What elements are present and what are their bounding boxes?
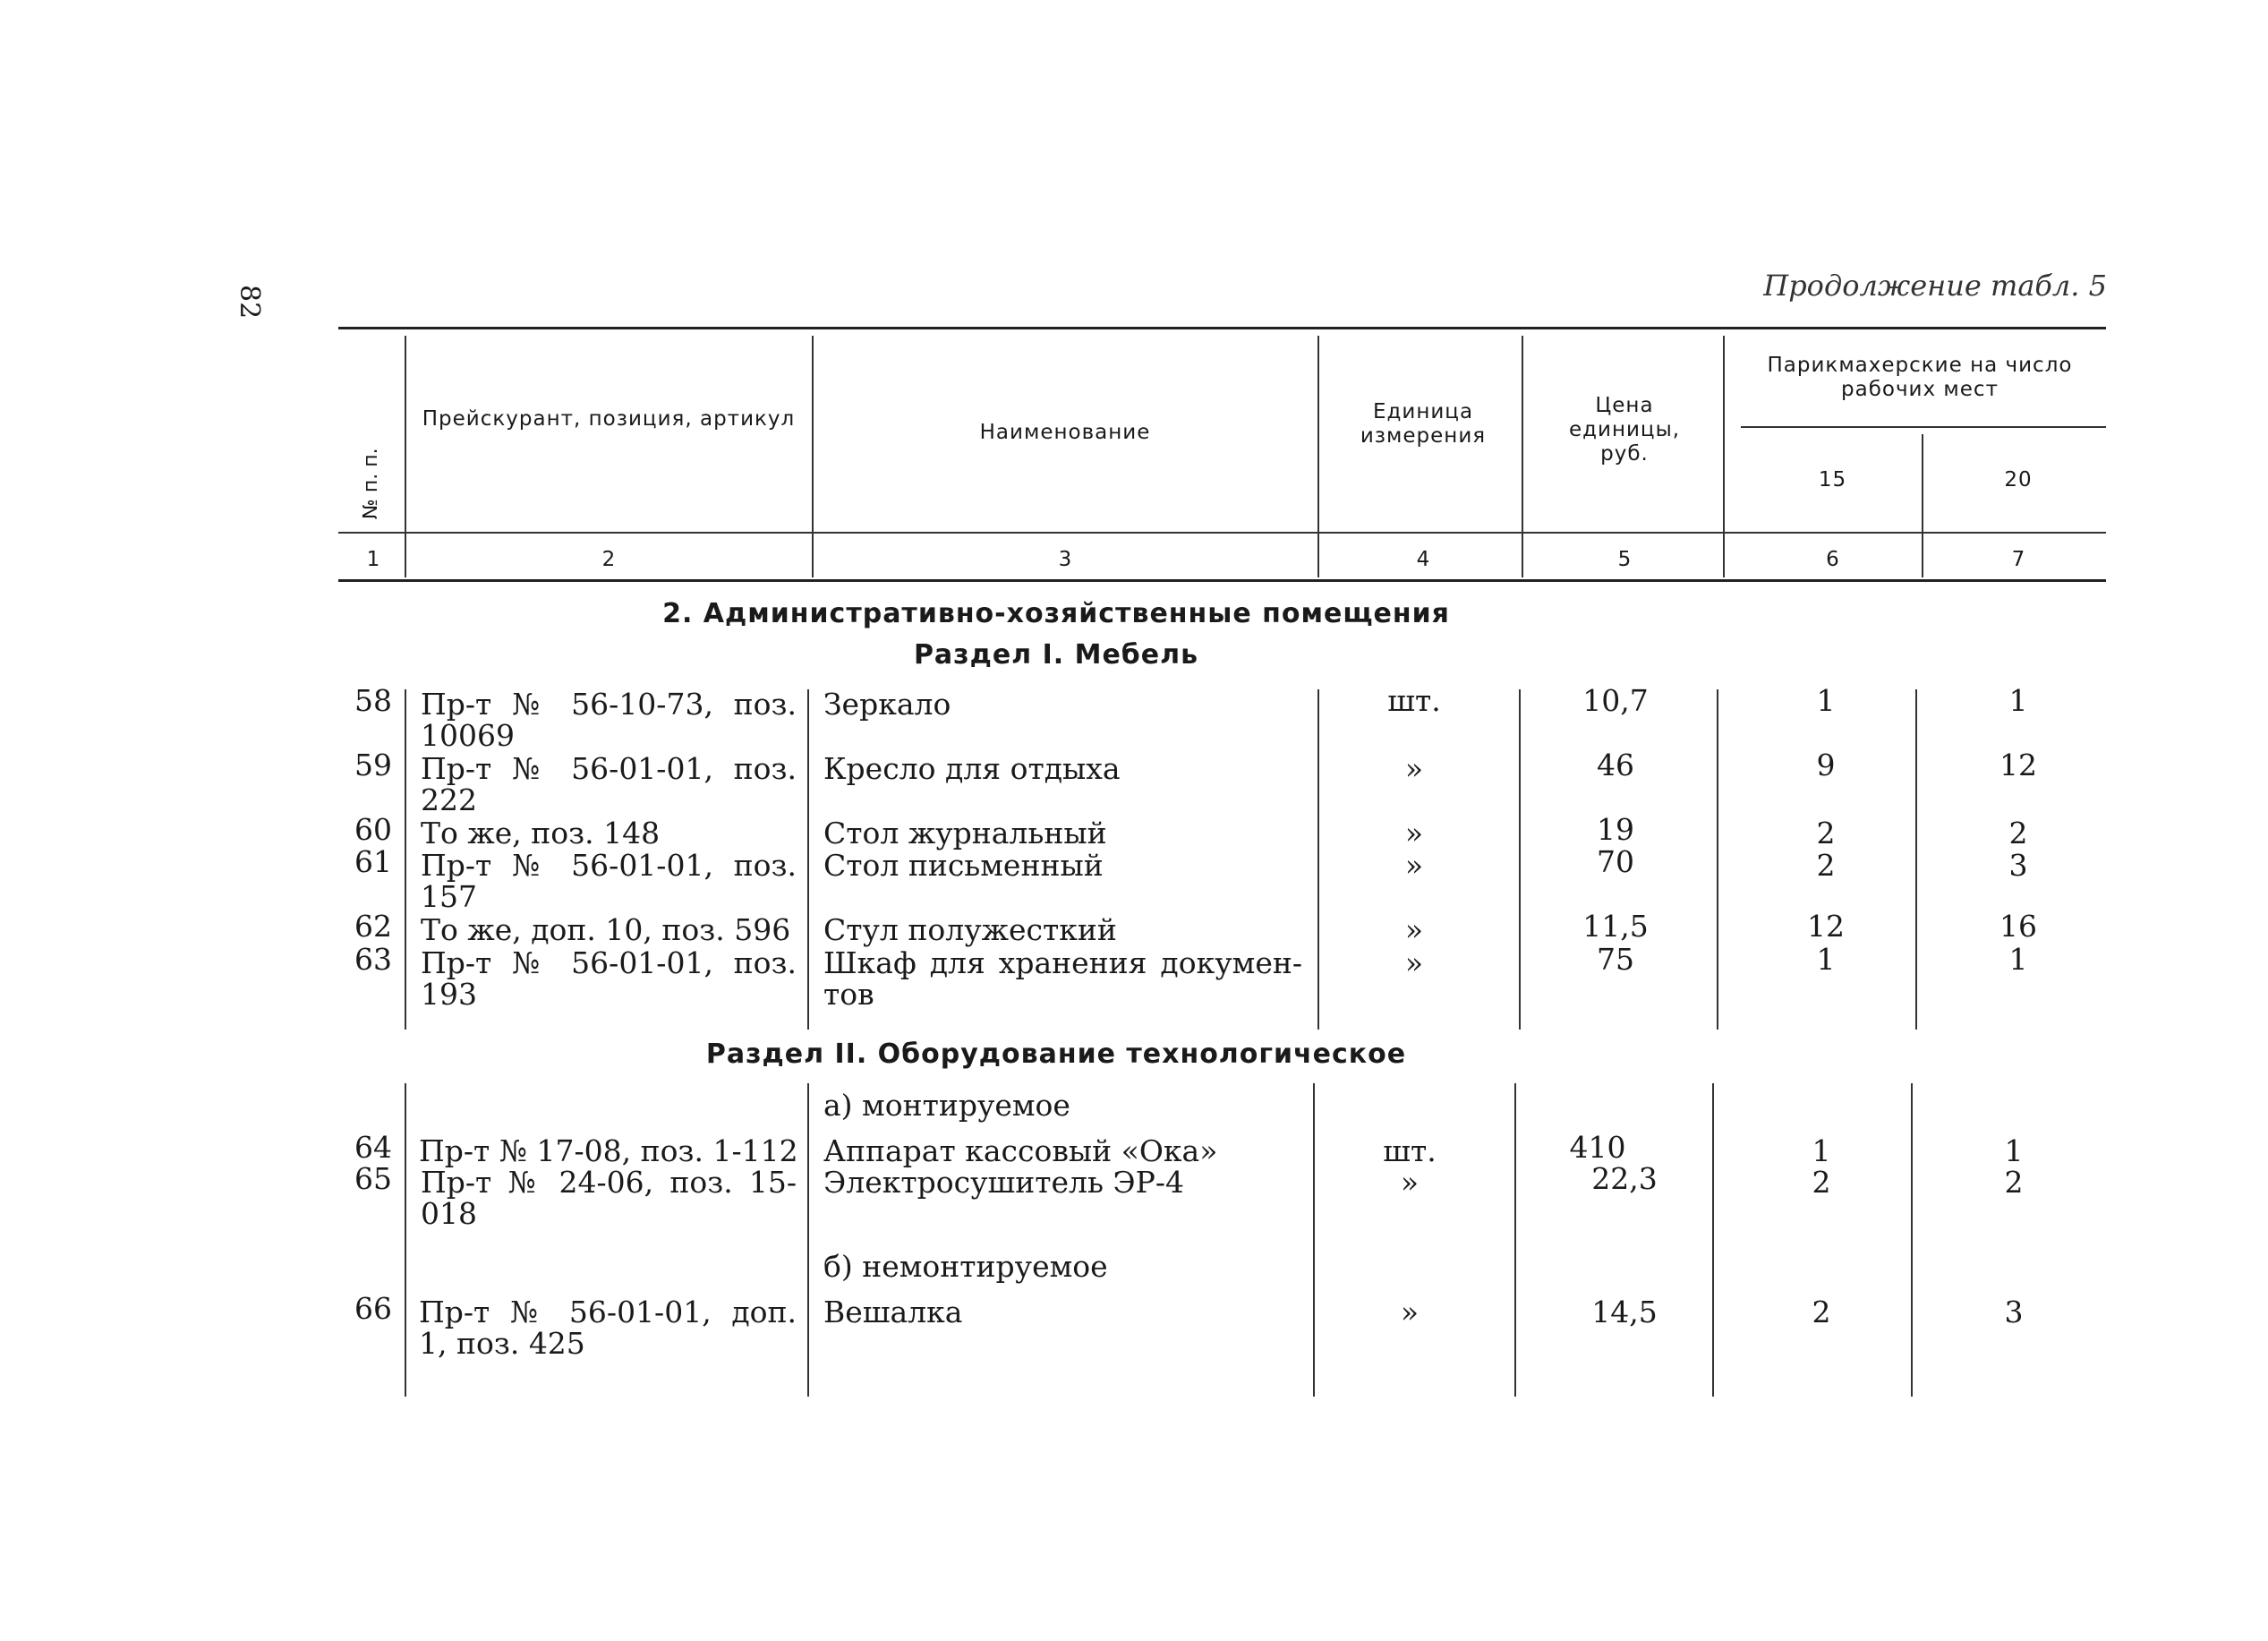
row-qty-20: 2 bbox=[2008, 816, 2028, 850]
column-rule bbox=[807, 1083, 809, 1397]
row-reference-cont: 10069 bbox=[421, 718, 515, 753]
row-number: 66 bbox=[354, 1291, 392, 1326]
row-qty-15: 1 bbox=[1816, 942, 1836, 977]
row-reference: Пр-т № 56-01-01, поз. bbox=[421, 945, 797, 980]
row-unit: » bbox=[1404, 945, 1424, 980]
row-reference: То же, поз. 148 bbox=[421, 816, 661, 850]
row-reference-cont: 157 bbox=[421, 879, 477, 914]
column-rule bbox=[1519, 689, 1521, 1030]
header-divider bbox=[1723, 336, 1725, 577]
row-price: 75 bbox=[1597, 942, 1634, 977]
row-reference: Пр-т № 56-01-01, поз. bbox=[421, 751, 797, 786]
row-price: 19 bbox=[1597, 812, 1634, 847]
row-reference: То же, доп. 10, поз. 596 bbox=[421, 912, 791, 947]
header-divider bbox=[1317, 336, 1319, 577]
row-qty-20: 1 bbox=[2008, 683, 2028, 718]
row-name: Шкаф для хранения докумен- bbox=[823, 945, 1302, 980]
page-number: 82 bbox=[234, 285, 265, 320]
row-unit: шт. bbox=[1387, 683, 1441, 718]
column-number: 6 bbox=[1826, 548, 1839, 571]
row-unit: » bbox=[1400, 1165, 1420, 1200]
row-qty-20: 1 bbox=[2008, 942, 2028, 977]
row-price: 46 bbox=[1597, 748, 1634, 782]
column-number: 1 bbox=[366, 548, 380, 571]
row-reference-cont: 1, поз. 425 bbox=[419, 1326, 585, 1361]
column-number: 7 bbox=[2011, 548, 2025, 571]
row-number: 61 bbox=[354, 844, 392, 879]
column-rule bbox=[1911, 1083, 1913, 1397]
row-name: Вешалка bbox=[823, 1295, 963, 1329]
column-number: 2 bbox=[601, 548, 616, 571]
header-divider bbox=[1922, 434, 1923, 577]
row-unit: » bbox=[1400, 1295, 1420, 1329]
row-number: 63 bbox=[354, 942, 392, 977]
row-name: Электросушитель ЭР-4 bbox=[823, 1165, 1184, 1200]
header-col-20: 20 bbox=[2004, 468, 2033, 491]
header-numbers-rule bbox=[338, 532, 2106, 534]
column-rule bbox=[807, 689, 809, 1030]
header-col-number: № п. п. bbox=[360, 448, 382, 519]
row-name: Аппарат кассовый «Ока» bbox=[823, 1133, 1218, 1168]
header-group-rule bbox=[1741, 426, 2106, 428]
header-bottom-rule bbox=[338, 579, 2106, 582]
header-group-workplaces: Парикмахерские на число рабочих мест bbox=[1767, 354, 2073, 401]
column-rule bbox=[1712, 1083, 1714, 1397]
column-number: 5 bbox=[1617, 548, 1632, 571]
subsection-label: б) немонтируемое bbox=[823, 1249, 1108, 1284]
column-rule bbox=[1313, 1083, 1315, 1397]
row-unit: шт. bbox=[1383, 1133, 1437, 1168]
row-unit: » bbox=[1404, 751, 1424, 786]
column-rule bbox=[405, 689, 406, 1030]
row-qty-20: 1 bbox=[2004, 1133, 2024, 1168]
row-qty-20: 3 bbox=[2004, 1295, 2024, 1329]
header-col-15: 15 bbox=[1818, 468, 1847, 491]
row-price: 10,7 bbox=[1582, 683, 1649, 718]
row-reference: Пр-т № 56-01-01, доп. bbox=[419, 1295, 797, 1329]
section-heading: 2. Административно-хозяйственные помещения bbox=[662, 598, 1450, 629]
header-divider bbox=[812, 336, 814, 577]
row-price: 22,3 bbox=[1591, 1161, 1658, 1196]
section-heading: Раздел I. Мебель bbox=[913, 639, 1199, 671]
row-name: Стол письменный bbox=[823, 848, 1104, 883]
row-name-cont: тов bbox=[823, 977, 874, 1012]
row-reference-cont: 193 bbox=[421, 977, 477, 1012]
row-name: Кресло для отдыха bbox=[823, 751, 1121, 786]
row-qty-20: 2 bbox=[2004, 1165, 2024, 1200]
row-number: 64 bbox=[354, 1130, 392, 1165]
subsection-label: а) монтируемое bbox=[823, 1088, 1070, 1123]
row-number: 62 bbox=[354, 909, 392, 944]
row-qty-15: 2 bbox=[1816, 816, 1836, 850]
row-reference: Пр-т № 17-08, поз. 1-112 bbox=[419, 1133, 798, 1168]
row-price: 11,5 bbox=[1582, 909, 1649, 944]
row-qty-15: 2 bbox=[1812, 1295, 1831, 1329]
row-qty-15: 1 bbox=[1812, 1133, 1831, 1168]
row-name: Стол журнальный bbox=[823, 816, 1107, 850]
row-name: Зеркало bbox=[823, 687, 951, 722]
row-unit: » bbox=[1404, 848, 1424, 883]
column-number: 3 bbox=[1058, 548, 1072, 571]
row-reference: Пр-т № 56-01-01, поз. bbox=[421, 848, 797, 883]
row-qty-15: 12 bbox=[1807, 909, 1845, 944]
row-qty-20: 16 bbox=[1999, 909, 2037, 944]
row-qty-15: 2 bbox=[1816, 848, 1836, 883]
column-rule bbox=[405, 1083, 406, 1397]
row-number: 58 bbox=[354, 683, 392, 718]
header-divider bbox=[405, 336, 406, 577]
column-rule bbox=[1915, 689, 1917, 1030]
row-unit: » bbox=[1404, 912, 1424, 947]
row-qty-20: 3 bbox=[2008, 848, 2028, 883]
header-col-pricelist: Прейскурант, позиция, артикул bbox=[422, 407, 796, 431]
row-qty-15: 2 bbox=[1812, 1165, 1831, 1200]
row-qty-15: 1 bbox=[1816, 683, 1836, 718]
header-col-unit: Единица измерения bbox=[1360, 400, 1487, 448]
column-rule bbox=[1717, 689, 1718, 1030]
row-price: 14,5 bbox=[1591, 1295, 1658, 1329]
row-price: 410 bbox=[1569, 1130, 1626, 1165]
row-reference-cont: 222 bbox=[421, 782, 477, 817]
column-rule bbox=[1317, 689, 1319, 1030]
row-qty-15: 9 bbox=[1816, 748, 1836, 782]
continuation-caption: Продолжение табл. 5 bbox=[1763, 269, 2107, 303]
row-reference: Пр-т № 24-06, поз. 15- bbox=[421, 1165, 797, 1200]
header-col-name: Наименование bbox=[979, 421, 1151, 444]
row-reference: Пр-т № 56-10-73, поз. bbox=[421, 687, 797, 722]
header-divider bbox=[1522, 336, 1523, 577]
row-number: 60 bbox=[354, 812, 392, 847]
column-number: 4 bbox=[1416, 548, 1430, 571]
row-unit: » bbox=[1404, 816, 1424, 850]
section-heading: Раздел II. Оборудование технологическое bbox=[705, 1038, 1407, 1070]
row-qty-20: 12 bbox=[1999, 748, 2037, 782]
header-top-rule bbox=[338, 327, 2106, 329]
row-name: Стул полужесткий bbox=[823, 912, 1117, 947]
column-rule bbox=[1514, 1083, 1516, 1397]
header-col-price: Цена единицы, руб. bbox=[1568, 394, 1681, 466]
row-number: 65 bbox=[354, 1161, 392, 1196]
row-reference-cont: 018 bbox=[421, 1196, 477, 1231]
row-price: 70 bbox=[1597, 844, 1634, 879]
row-number: 59 bbox=[354, 748, 392, 782]
